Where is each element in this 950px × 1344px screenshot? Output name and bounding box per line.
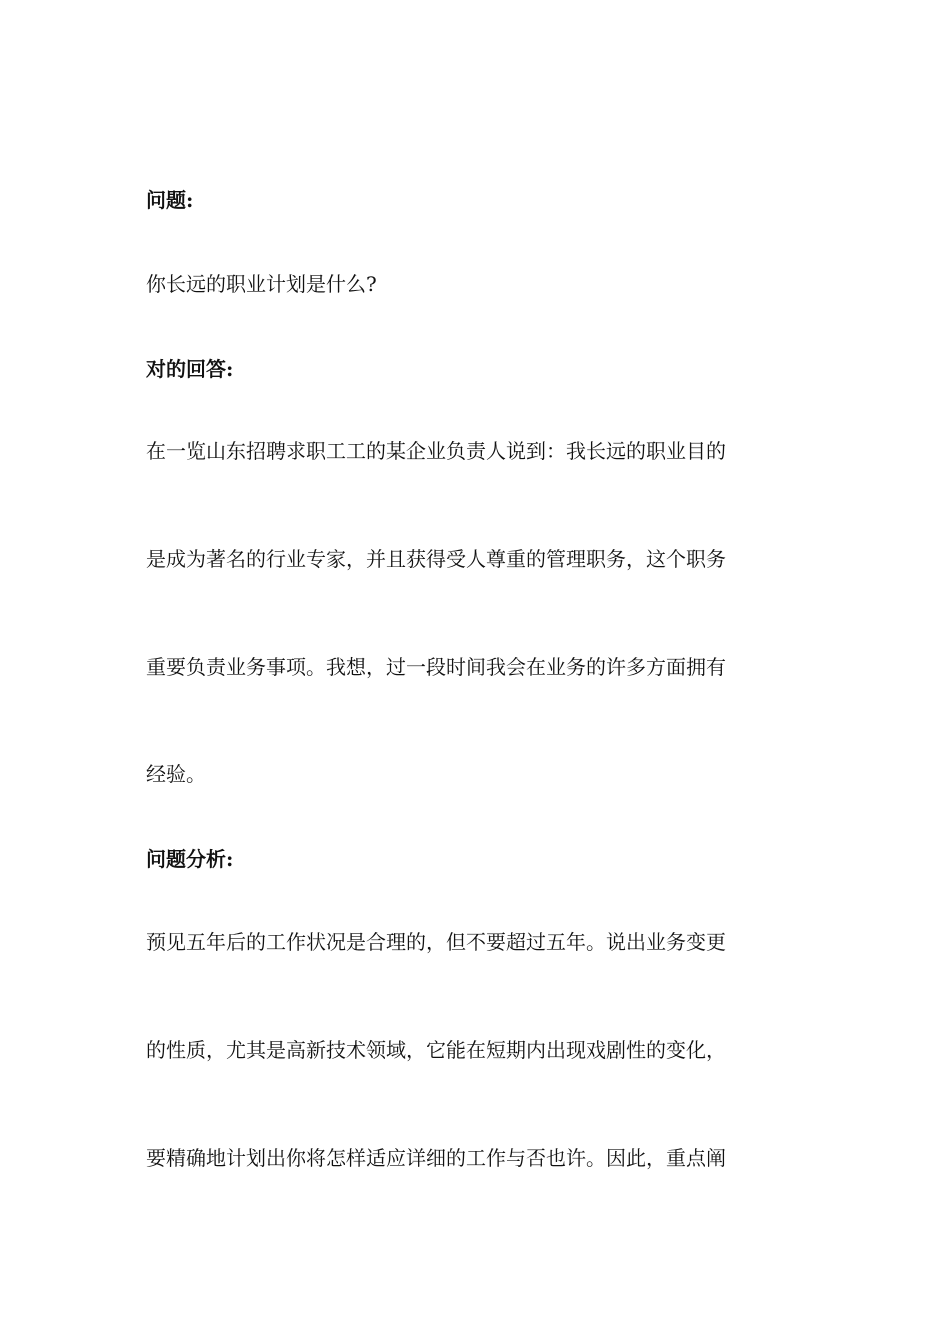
answer-line: 经验。 [146, 762, 206, 786]
question-text: 你长远的职业计划是什么? [146, 272, 377, 296]
analysis-line: 预见五年后的工作状况是合理的，但不要超过五年。说出业务变更 [146, 930, 726, 954]
answer-line: 在一览山东招聘求职工工的某企业负责人说到：我长远的职业目的 [146, 439, 726, 463]
question-heading: 问题: [146, 188, 194, 212]
analysis-line: 的性质，尤其是高新技术领域，它能在短期内出现戏剧性的变化， [146, 1038, 726, 1062]
analysis-line: 要精确地计划出你将怎样适应详细的工作与否也许。因此，重点阐 [146, 1146, 726, 1170]
answer-heading: 对的回答: [146, 357, 234, 381]
answer-line: 重要负责业务事项。我想，过一段时间我会在业务的许多方面拥有 [146, 655, 726, 679]
answer-line: 是成为著名的行业专家，并且获得受人尊重的管理职务，这个职务 [146, 547, 726, 571]
analysis-heading: 问题分析: [146, 847, 234, 871]
